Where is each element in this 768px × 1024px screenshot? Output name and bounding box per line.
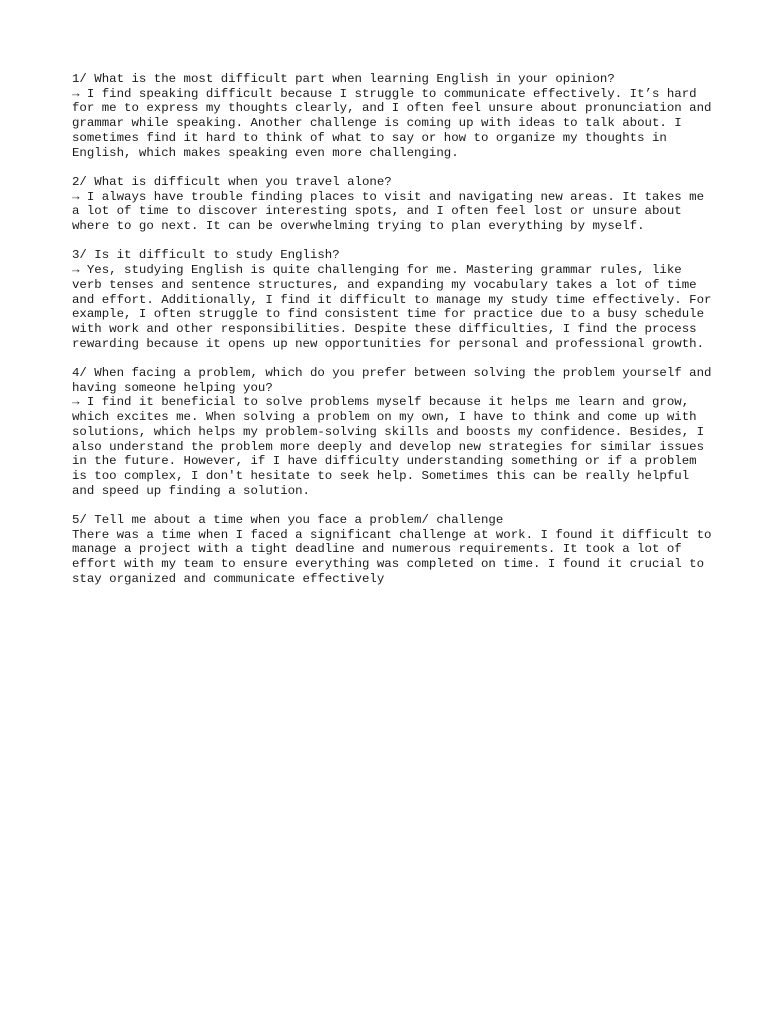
- answer-2: → I always have trouble finding places to visit and navigating new areas. It takes me a lot of time to discover interesting spots, and I often feel lost or unsure about where to go next. It can be overwhelming trying to plan everything by myself.: [72, 189, 712, 234]
- answer-3: → Yes, studying English is quite challenging for me. Mastering grammar rules, like verb tenses and sentence structures, and expanding my vocabulary takes a lot of time and effort. Additionally, I find it difficult to manage my study time effectively. For example, I often struggle to find consistent time for practice due to a busy schedule with work and other responsibilities. Despite these difficulties, I find the process rewarding because it opens up new opportunities for personal and professional growth.: [72, 263, 719, 351]
- qa-section-2: [72, 175, 712, 234]
- qa-section-1: [72, 72, 719, 160]
- question-4: 4/ When facing a problem, which do you prefer between solving the problem yourself and having someone helping you?: [72, 366, 719, 395]
- qa-section-3: [72, 248, 719, 351]
- answer-5: There was a time when I faced a significant challenge at work. I found it difficult to manage a project with a tight deadline and numerous requirements. It took a lot of effort with my team to ensure everything was completed on time. I found it crucial to stay organized and communicate effectively: [72, 527, 719, 586]
- question-5: 5/ Tell me about a time when you face a problem/ challenge: [72, 513, 504, 528]
- qa-section-5: [72, 513, 719, 587]
- answer-1: → I find speaking difficult because I struggle to communicate effectively. It’s hard for me to express my thoughts clearly, and I often feel unsure about pronunciation and grammar while speaking. Another challenge is coming up with ideas to talk about. I sometimes find it hard to think of what to say or how to organize my thoughts in English, which makes speaking even more challenging.: [72, 86, 719, 160]
- qa-section-4: [72, 366, 719, 498]
- question-3: 3/ Is it difficult to study English?: [72, 248, 340, 263]
- document-page: [72, 72, 719, 601]
- question-2: 2/ What is difficult when you travel alone?: [72, 174, 392, 189]
- answer-4: → I find it beneficial to solve problems myself because it helps me learn and grow, which excites me. When solving a problem on my own, I have to think and come up with solutions, which helps my problem-solving skills and boosts my confidence. Besides, I also understand the problem more deeply and develop new strategies for similar issues in the future. However, if I have difficulty understanding something or if a problem is too complex, I don't hesitate to seek help. Sometimes this can be really helpful and speed up finding a solution.: [72, 395, 712, 498]
- question-1: 1/ What is the most difficult part when learning English in your opinion?: [72, 72, 615, 86]
